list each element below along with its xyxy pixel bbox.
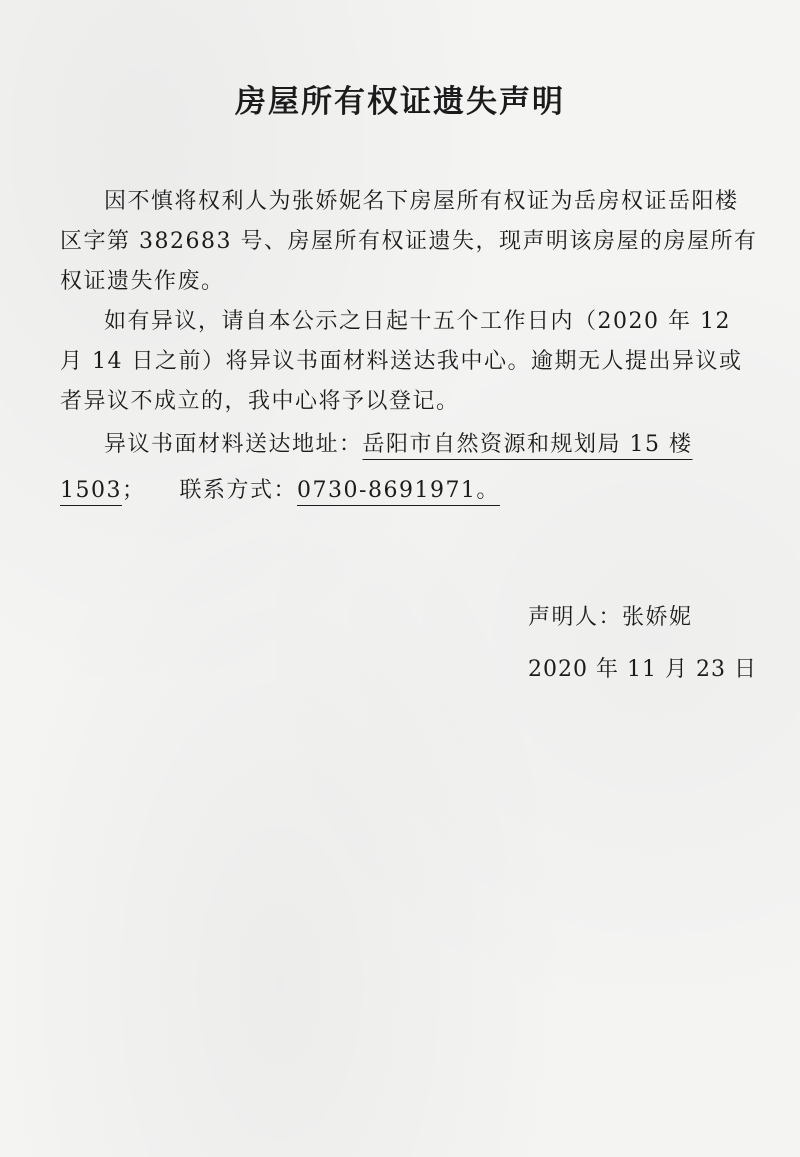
address-label: 异议书面材料送达地址：: [104, 432, 363, 457]
address-contact-line: [60, 422, 760, 514]
statement-body: [60, 182, 760, 514]
contact-label: 联系方式：: [179, 478, 298, 503]
contact-value: 0730-8691971。: [297, 478, 500, 503]
page-title: 房屋所有权证遗失声明: [235, 84, 565, 120]
statement-date: 2020 年 11 月 23 日: [528, 657, 757, 682]
statement-paragraph-1: 因不慎将权利人为张娇妮名下房屋所有权证为岳房权证岳阳楼区字第 382683 号、房屋所有权证遗失，现声明该房屋的房屋所有权证遗失作废。: [60, 189, 758, 294]
address-separator: ；: [122, 478, 146, 503]
address-value: 岳阳市自然资源和规划局 15 楼 1503: [60, 432, 693, 503]
declarant-signature: 声明人：张娇妮: [528, 605, 693, 630]
statement-paragraph-2: 如有异议，请自本公示之日起十五个工作日内（2020 年 12 月 14 日之前）将异议书面材料送达我中心。逾期无人提出异议或者异议不成立的，我中心将予以登记。: [60, 309, 743, 414]
